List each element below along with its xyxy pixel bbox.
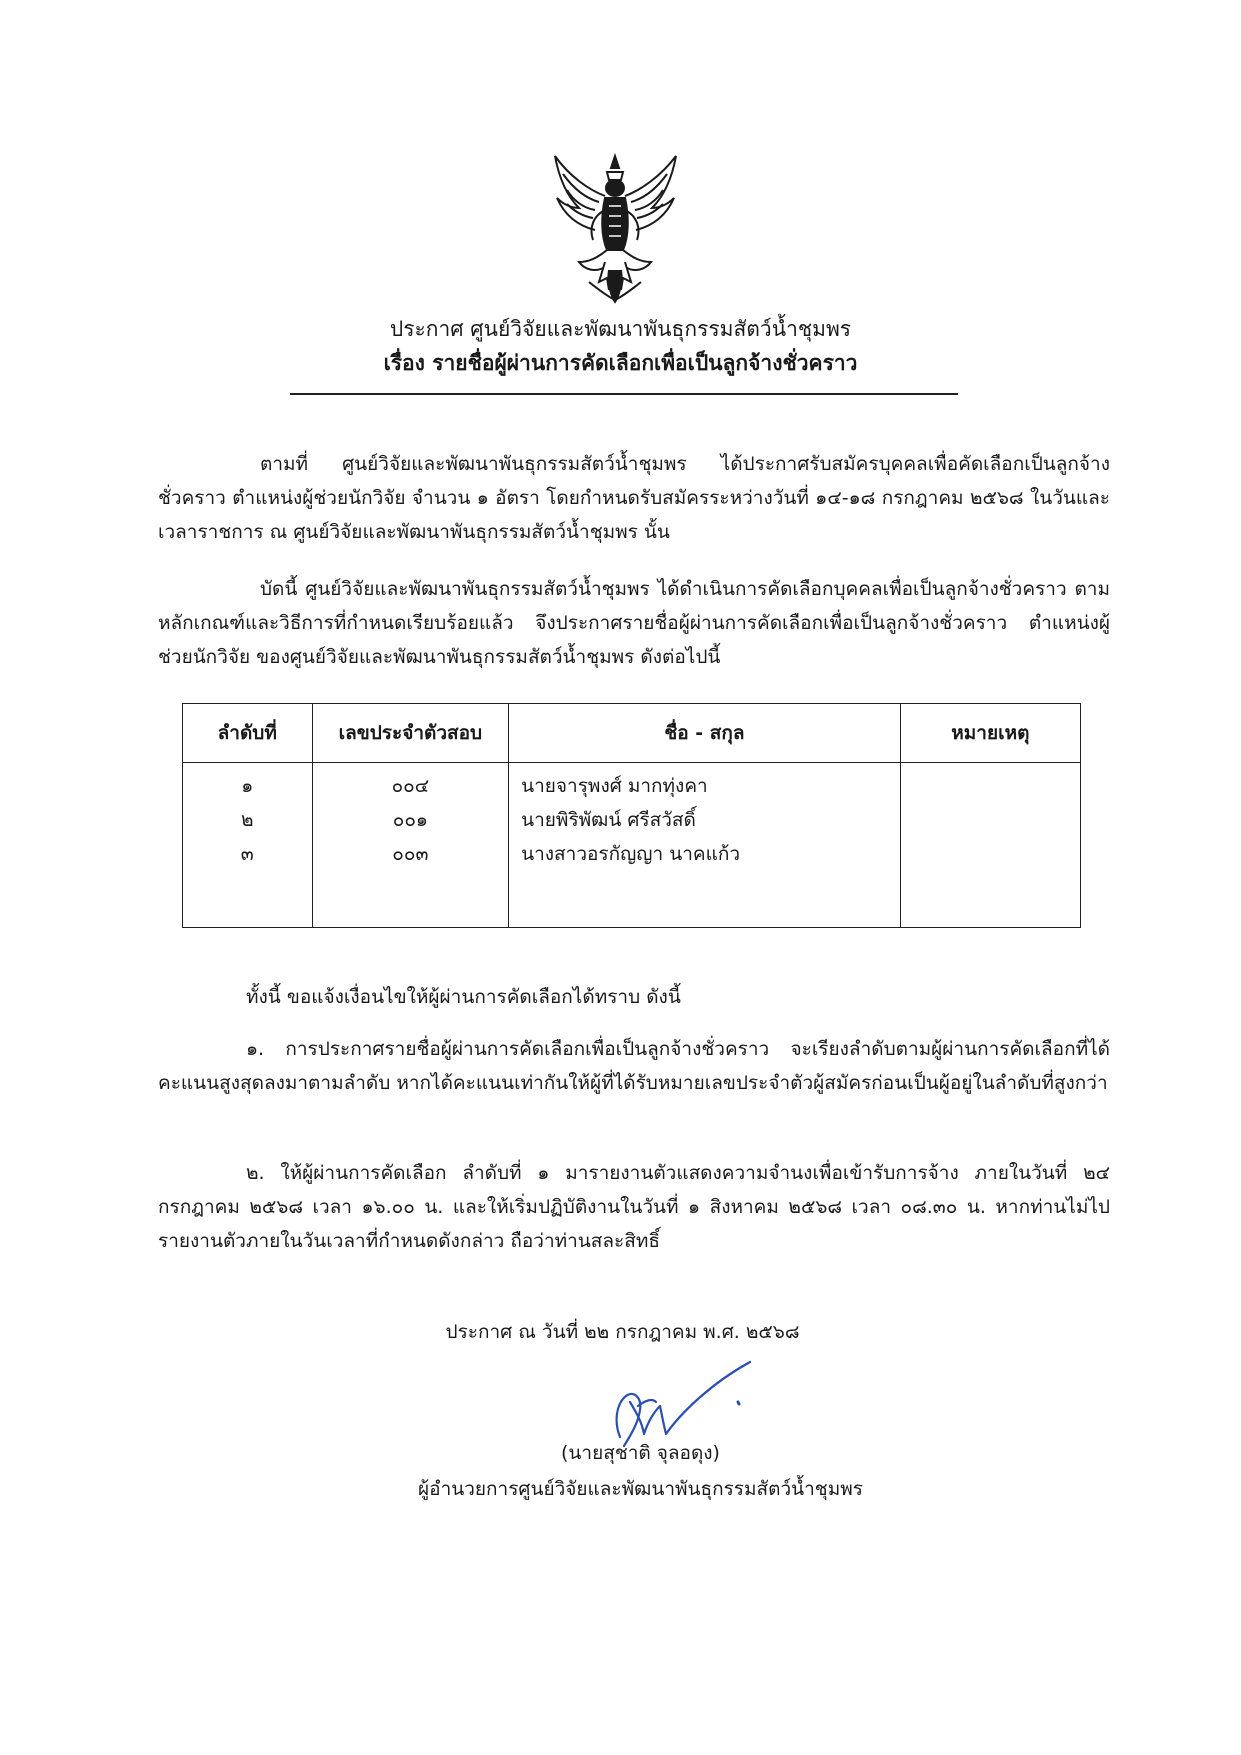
body-paragraph-1: ตามที่ ศูนย์วิจัยและพัฒนาพันธุกรรมสัตว์น้ำชุมพร ได้ประกาศรับสมัครบุคคลเพื่อคัดเลือกเป็นลูกจ้างชั่วคราว ตำแหน่งผู้ช่วยนักวิจัย จำนวน ๑ อัตรา โดยกำหนดรับสมัครระหว่างวันที่ ๑๔-๑๘ กรกฎาคม ๒๕๖๘ ในวันและเวลาราชการ ณ ศูนย์วิจัยและพัฒนาพันธุกรรมสัตว์น้ำชุมพร นั้น — [158, 453, 1110, 543]
column-header-order: ลำดับที่ — [183, 704, 313, 763]
conditions-intro: ทั้งนี้ ขอแจ้งเงื่อนไขให้ผู้ผ่านการคัดเลือกได้ทราบ ดังนี้ — [246, 986, 681, 1008]
cell-name: นายพิริพัฒน์ ศรีสวัสดิ์ — [509, 803, 901, 837]
cell-exam-id: ๐๐๓ — [312, 837, 509, 871]
table-row — [183, 763, 1081, 804]
cell-name: นางสาวอรกัญญา นาคแก้ว — [509, 837, 901, 871]
cell-remark — [900, 803, 1080, 837]
cell-order: ๓ — [183, 837, 313, 871]
signer-title: ผู้อำนวยการศูนย์วิจัยและพัฒนาพันธุกรรมสัตว์น้ำชุมพร — [418, 1478, 863, 1500]
table-empty-row — [183, 871, 1081, 928]
cell-order: ๒ — [183, 803, 313, 837]
cell-name: นายจารุพงศ์ มากทุ่งคา — [509, 763, 901, 804]
title-divider — [290, 393, 958, 395]
body-paragraph-2: บัดนี้ ศูนย์วิจัยและพัฒนาพันธุกรรมสัตว์น้ำชุมพร ได้ดำเนินการคัดเลือกบุคคลเพื่อเป็นลูกจ้างชั่วคราว ตามหลักเกณฑ์และวิธีการที่กำหนดเรียบร้อยแล้ว จึงประกาศรายชื่อผู้ผ่านการคัดเลือกเพื่อเป็นลูกจ้างชั่วคราว ตำแหน่งผู้ช่วยนักวิจัย ของศูนย์วิจัยและพัฒนาพันธุกรรมสัตว์น้ำชุมพร ดังต่อไปนี้ — [158, 578, 1110, 668]
selection-results-table — [182, 703, 1081, 928]
condition-item-1: ๑. การประกาศรายชื่อผู้ผ่านการคัดเลือกเพื่อเป็นลูกจ้างชั่วคราว จะเรียงลำดับตามผู้ผ่านการคัดเลือกที่ได้คะแนนสูงสุดลงมาตามลำดับ หากได้คะแนนเท่ากันให้ผู้ที่ได้รับหมายเลขประจำตัวผู้สมัครก่อนเป็นผู้อยู่ในลำดับที่สูงกว่า — [158, 1038, 1110, 1094]
cell-order: ๑ — [183, 763, 313, 804]
garuda-emblem-icon — [549, 150, 682, 305]
column-header-remark: หมายเหตุ — [900, 704, 1080, 763]
announcement-title: ประกาศ ศูนย์วิจัยและพัฒนาพันธุกรรมสัตว์น้ำชุมพร — [389, 317, 852, 341]
table-header-row — [183, 704, 1081, 763]
announcement-date: ประกาศ ณ วันที่ ๒๒ กรกฎาคม พ.ศ. ๒๕๖๘ — [445, 1321, 800, 1343]
column-header-exam-id: เลขประจำตัวสอบ — [312, 704, 509, 763]
cell-remark — [900, 837, 1080, 871]
announcement-subject: เรื่อง รายชื่อผู้ผ่านการคัดเลือกเพื่อเป็นลูกจ้างชั่วคราว — [383, 351, 858, 375]
table-row — [183, 803, 1081, 837]
cell-exam-id: ๐๐๑ — [312, 803, 509, 837]
condition-item-2: ๒. ให้ผู้ผ่านการคัดเลือก ลำดับที่ ๑ มารายงานตัวแสดงความจำนงเพื่อเข้ารับการจ้าง ภายในวันที่ ๒๔ กรกฎาคม ๒๕๖๘ เวลา ๑๖.๐๐ น. และให้เริ่มปฏิบัติงานในวันที่ ๑ สิงหาคม ๒๕๖๘ เวลา ๐๘.๓๐ น. หากท่านไม่ไปรายงานตัวภายในวันเวลาที่กำหนดดังกล่าว ถือว่าท่านสละสิทธิ์ — [158, 1162, 1110, 1252]
cell-exam-id: ๐๐๔ — [312, 763, 509, 804]
column-header-name: ชื่อ - สกุล — [509, 704, 901, 763]
table-row — [183, 837, 1081, 871]
signer-name: (นายสุชาติ จุลอดุง) — [561, 1442, 720, 1464]
cell-remark — [900, 763, 1080, 804]
